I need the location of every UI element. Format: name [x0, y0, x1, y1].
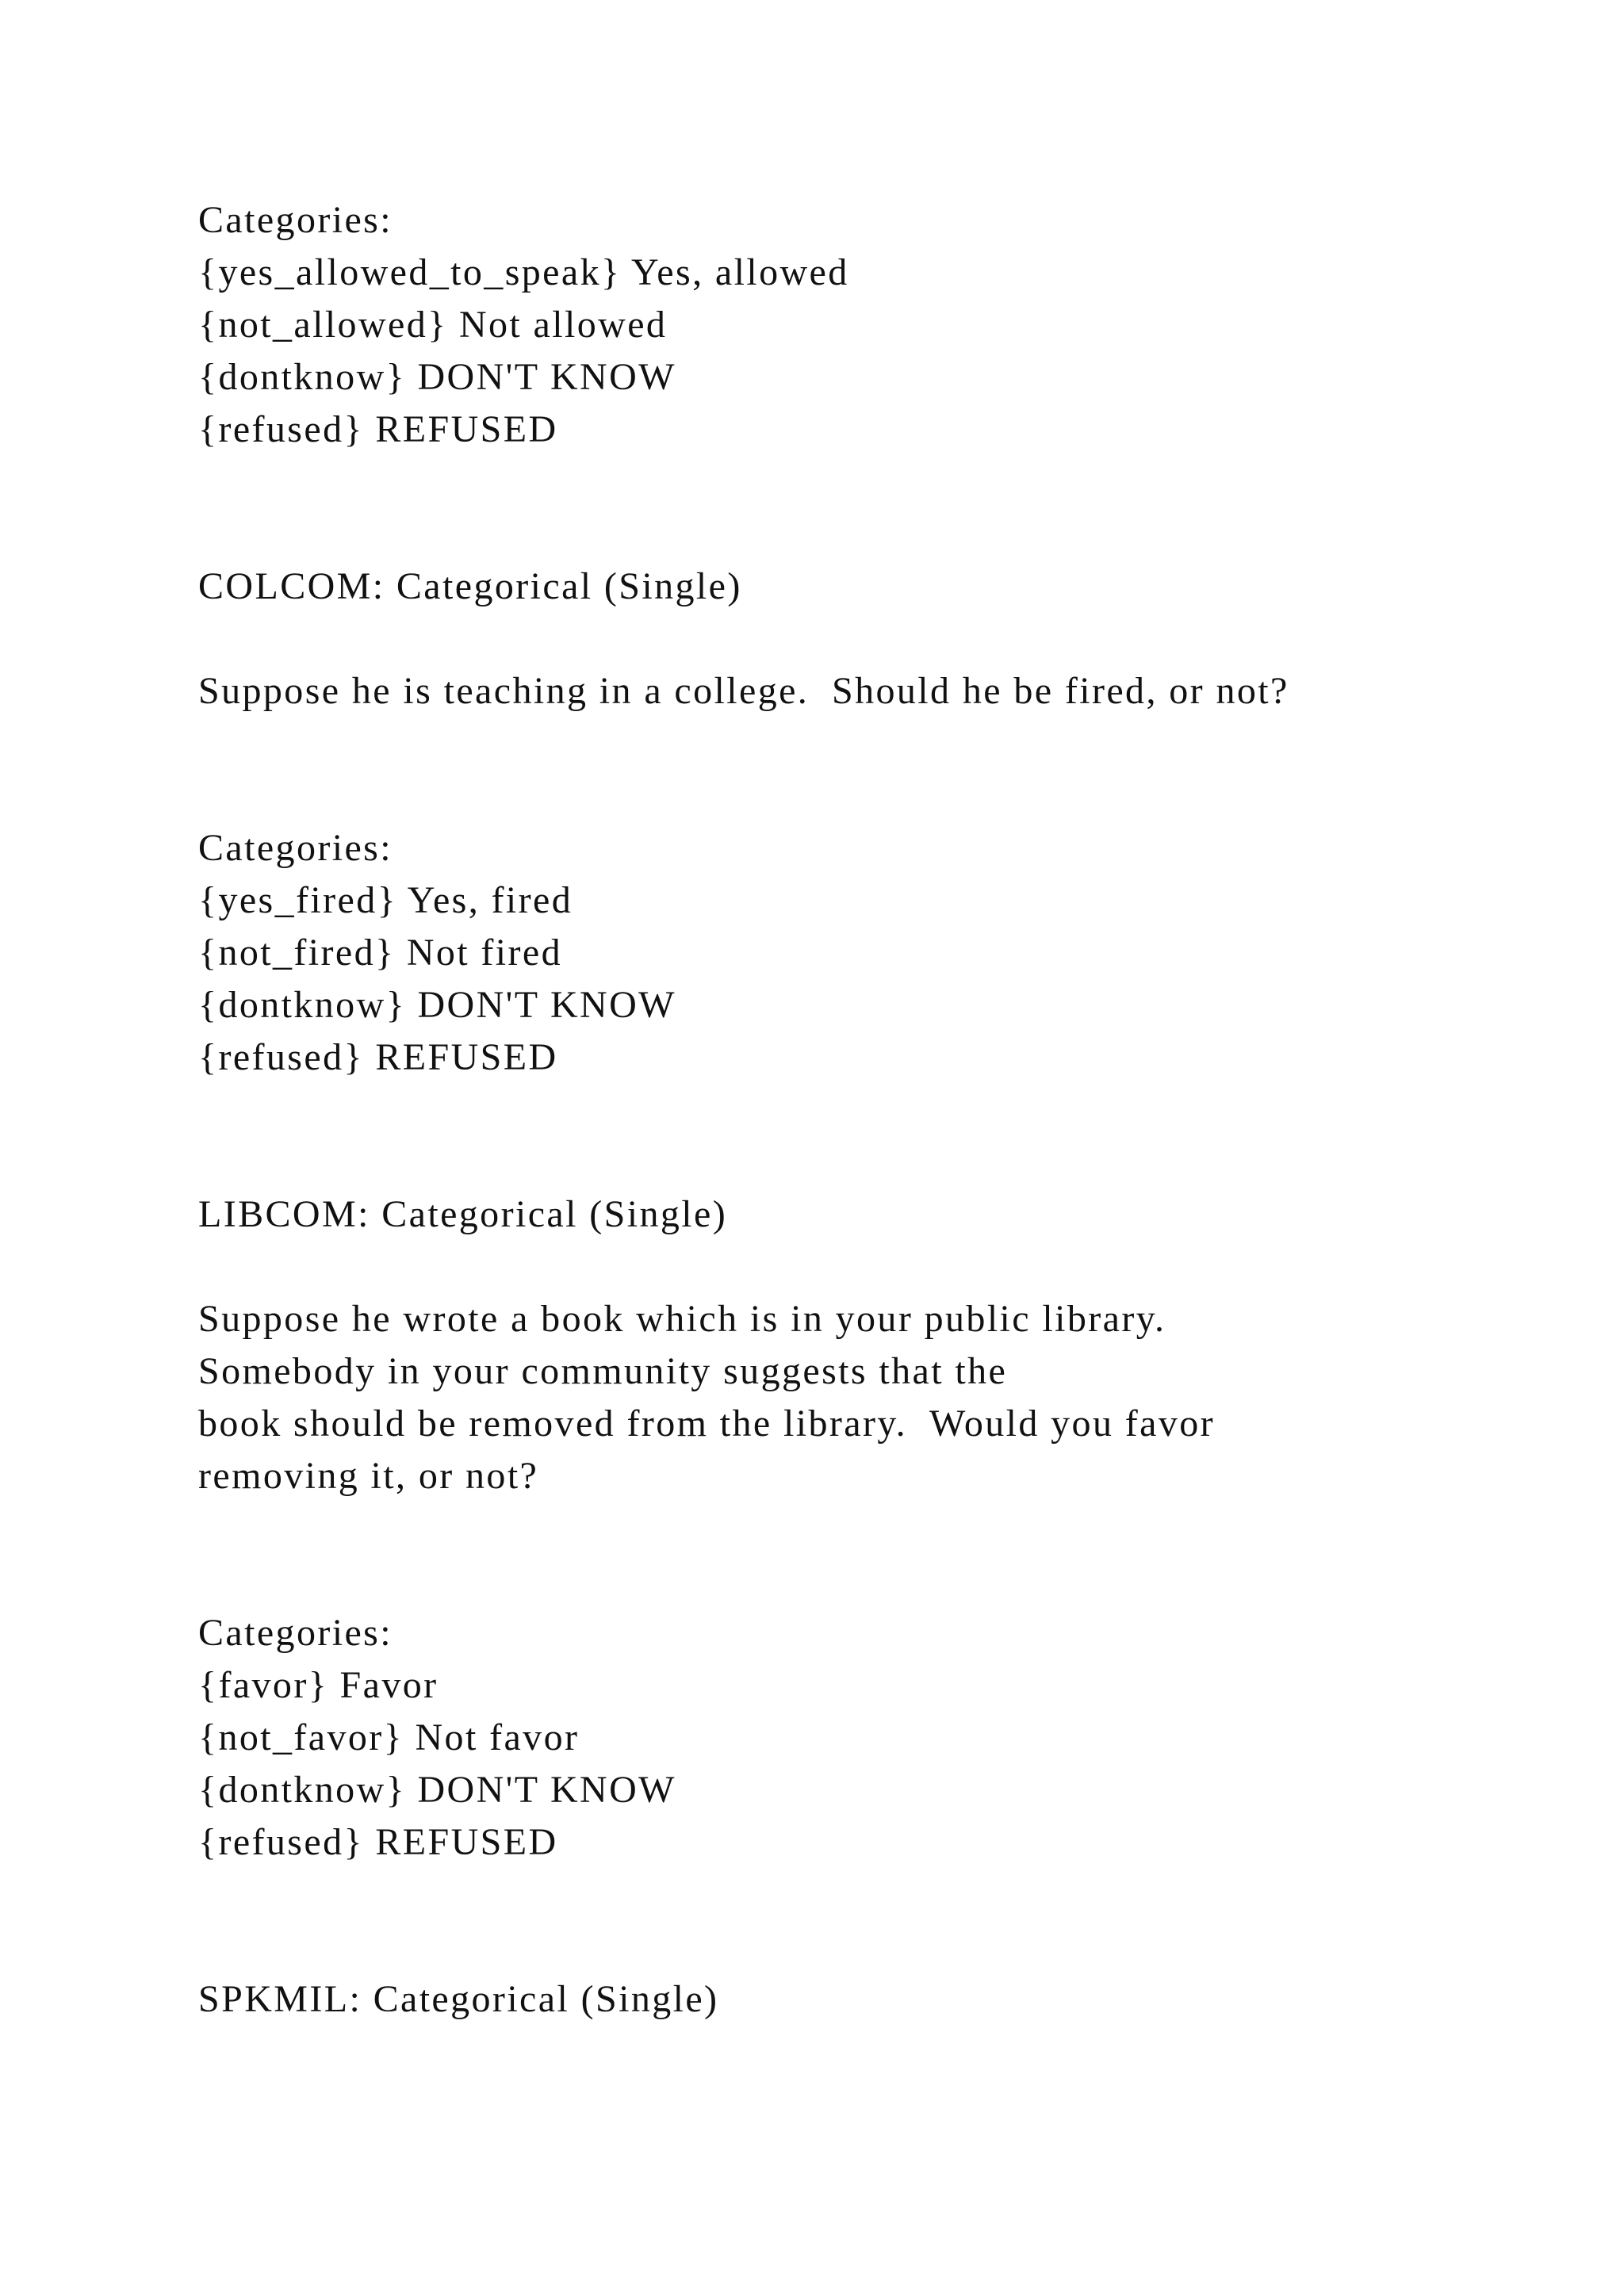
category-option: {yes_fired} Yes, fired — [198, 879, 573, 921]
libcom-question-line: removing it, or not? — [198, 1455, 539, 1497]
libcom-question-line: book should be removed from the library. Would you favor — [198, 1402, 1216, 1445]
colcom-heading: COLCOM: Categorical (Single) — [198, 565, 742, 607]
category-option: {not_allowed} Not allowed — [198, 304, 668, 346]
category-option: {dontknow} DON'T KNOW — [198, 356, 676, 398]
category-option: {yes_allowed_to_speak} Yes, allowed — [198, 251, 849, 293]
categories-label: Categories: — [198, 1612, 393, 1654]
category-option: {favor} Favor — [198, 1664, 439, 1706]
category-option: {dontknow} DON'T KNOW — [198, 984, 676, 1026]
libcom-question-line: Suppose he wrote a book which is in your public library. — [198, 1298, 1166, 1340]
spkmil-heading: SPKMIL: Categorical (Single) — [198, 1978, 719, 2020]
colcom-question: Suppose he is teaching in a college. Should he be fired, or not? — [198, 670, 1289, 712]
libcom-heading: LIBCOM: Categorical (Single) — [198, 1193, 728, 1235]
categories-label: Categories: — [198, 199, 393, 241]
category-option: {not_favor} Not favor — [198, 1716, 580, 1758]
categories-label: Categories: — [198, 827, 393, 869]
libcom-question-line: Somebody in your community suggests that the — [198, 1350, 1008, 1392]
category-option: {not_fired} Not fired — [198, 932, 563, 974]
category-option: {refused} REFUSED — [198, 408, 558, 450]
category-option: {dontknow} DON'T KNOW — [198, 1769, 676, 1811]
category-option: {refused} REFUSED — [198, 1821, 558, 1863]
category-option: {refused} REFUSED — [198, 1036, 558, 1078]
